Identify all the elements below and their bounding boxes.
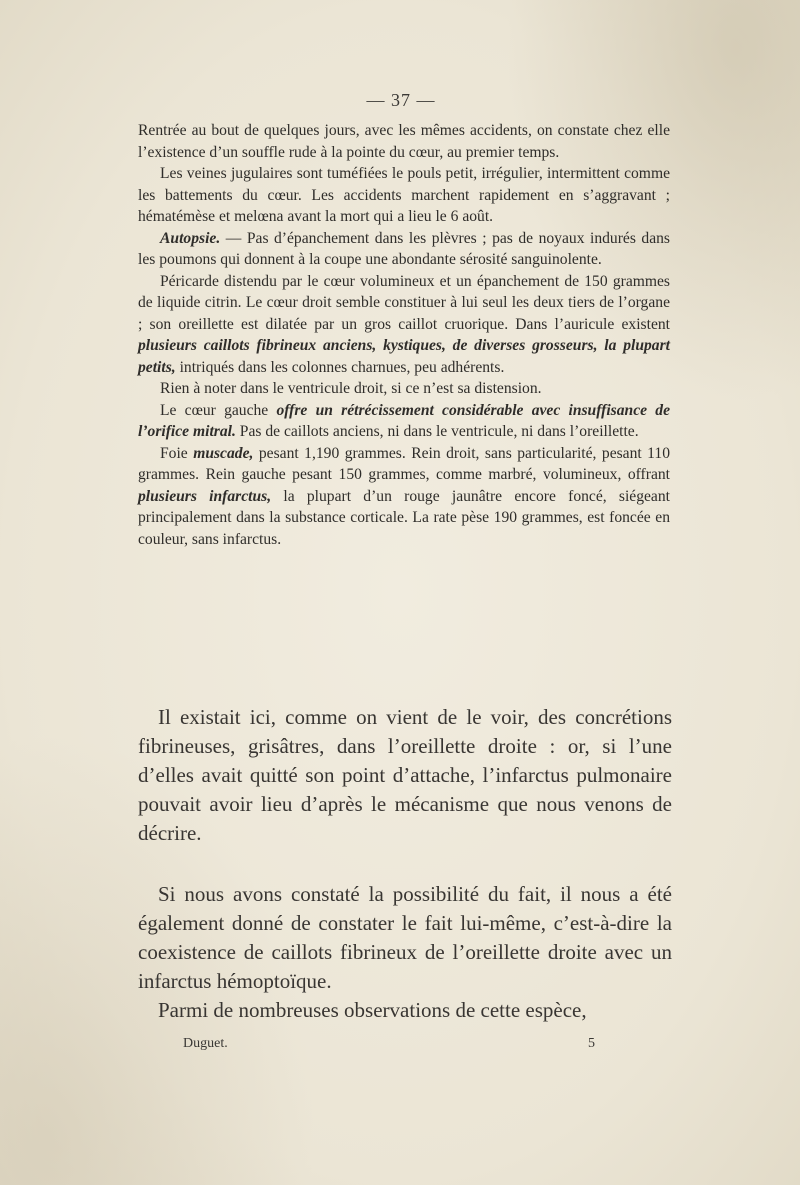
left-heart-text-end: Pas de caillots anciens, ni dans le ventricule, ni dans l’oreillette. (235, 423, 639, 440)
body-paragraph-1: Il existait ici, comme on vient de le voir, des concrétions fibrineuses, grisâtres, dans l’oreillette droite : or, si l’une d’elles avait quitté son point d’attache, l’infarctus pulmonaire pouvait avoir lieu d’après le mécanisme que nous venons de décrire. (138, 705, 672, 845)
left-heart-text: Le cœur gauche (160, 401, 277, 419)
infarctus-emphasis: plusieurs infarctus, (138, 487, 272, 505)
case-paragraph-4 (138, 271, 670, 379)
case-paragraph-3 (138, 228, 670, 271)
body-paragraph-3: Parmi de nombreuses observations de cette espèce, (158, 998, 587, 1022)
case-paragraph-5: Rien à noter dans le ventricule droit, si ce n’est sa distension. (160, 380, 542, 397)
case-paragraph-6 (138, 400, 670, 443)
autopsy-label: Autopsie. (160, 229, 221, 247)
pericardium-text-end: intriqués dans les colonnes charnues, peu adhérents. (175, 358, 505, 376)
kidney-text-end: la plupart d’un rouge jaunâtre encore foncé, siégeant principalement dans la substance corticale. La rate pèse 190 grammes, est foncée en couleur, sans infarctus. (138, 487, 670, 548)
clots-emphasis: plusieurs caillots fibrineux anciens, kystiques, de diverses grosseurs, la plupart petits, (138, 337, 670, 376)
case-paragraph-2: Les veines jugulaires sont tuméfiées le pouls petit, irrégulier, intermittent comme les battements du cœur. Les accidents marchent rapidement en s’aggravant ; hématémèse et melœna avant la mort qui a lieu le 6 août. (138, 165, 670, 225)
pericardium-text: Péricarde distendu par le cœur volumineux et un épanchement de 150 grammes de liquide citrin. Le cœur droit semble constituer à lui seul les deux tiers de l’organe ; son oreillette est dilatée par un gros caillot cruorique. Dans l’auricule existent (138, 272, 670, 333)
case-paragraph-7 (138, 443, 670, 551)
main-text (138, 703, 672, 1025)
footer-author: Duguet. (183, 1036, 228, 1051)
liver-text: Foie (160, 444, 194, 462)
case-report (138, 120, 670, 550)
body-paragraph-2: Si nous avons constaté la possibilité du fait, il nous a été également donné de constater le fait lui-même, c’est-à-dire la coexistence de caillots fibrineux de l’oreillette droite avec un infarctus hémoptoïque. (138, 882, 672, 993)
footer-signature: 5 (588, 1036, 595, 1051)
muscade-emphasis: muscade, (193, 444, 254, 462)
mitral-emphasis: offre un rétrécissement considérable avec insuffisance de l’orifice mitral. (138, 401, 670, 440)
autopsy-text: — Pas d’épanchement dans les plèvres ; pas de noyaux indurés dans les poumons qui donnent à la coupe une abondante sérosité sanguinolente. (138, 229, 670, 268)
case-paragraph-1: Rentrée au bout de quelques jours, avec les mêmes accidents, on constate chez elle l’existence d’un souffle rude à la pointe du cœur, au premier temps. (138, 122, 670, 161)
page-number: — 37 — (366, 90, 436, 110)
kidney-text: pesant 1,190 grammes. Rein droit, sans particularité, pesant 110 grammes. Rein gauche pesant 150 grammes, comme marbré, volumineux, offrant (138, 444, 670, 483)
